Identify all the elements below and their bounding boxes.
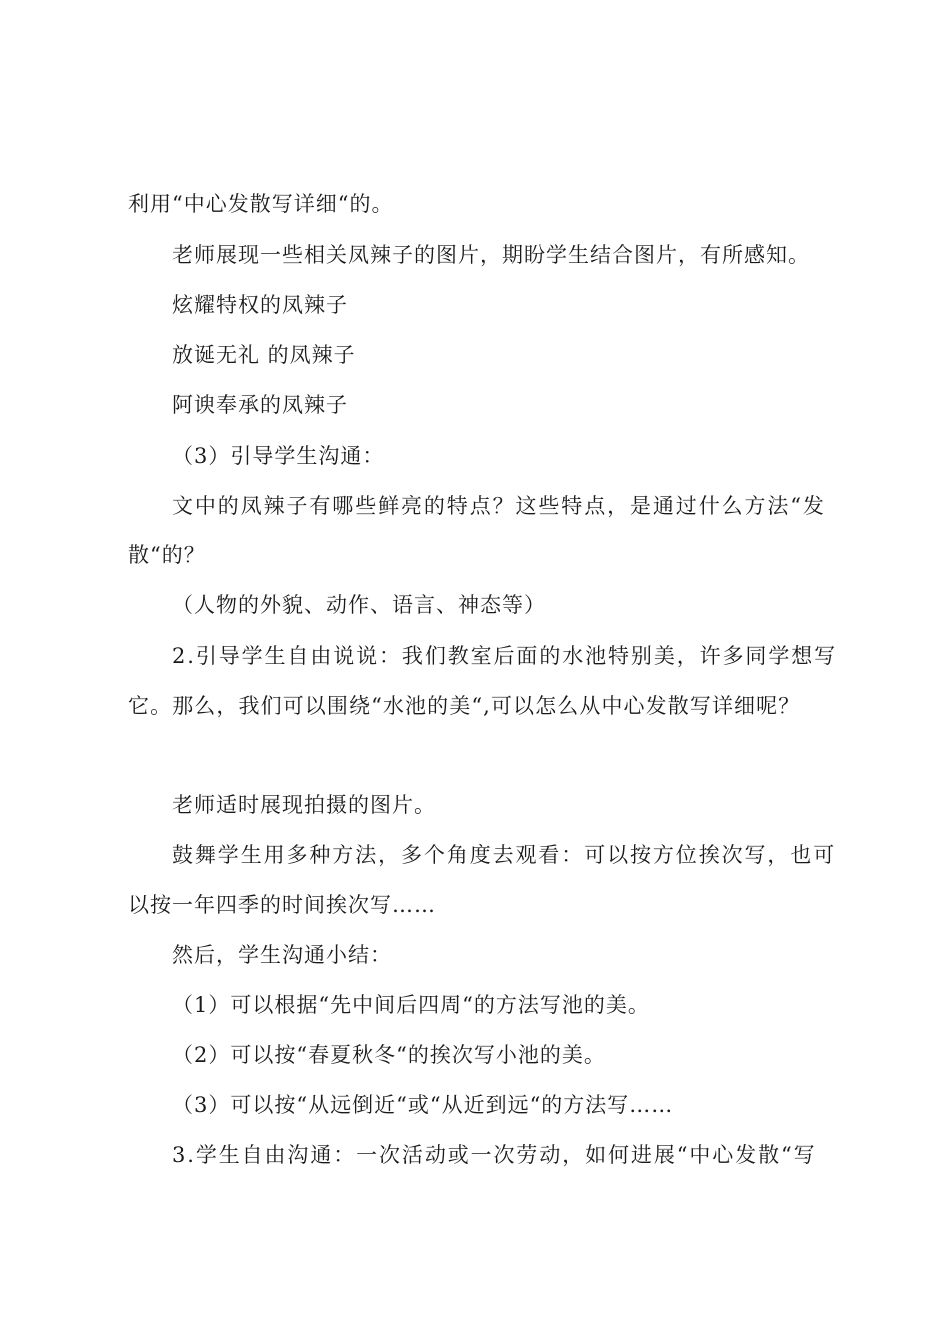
text-line-16: （1）可以根据“先中间后四周“的方法写池的美。: [172, 993, 650, 1017]
text-line-10: 2.引导学生自由说说：我们教室后面的水池特别美，许多同学想写: [172, 644, 838, 668]
text-line-15: 然后，学生沟通小结：: [172, 943, 392, 967]
text-line-3: 炫耀特权的凤辣子: [172, 293, 348, 317]
text-line-5: 阿谀奉承的凤辣子: [172, 393, 348, 417]
text-line-14: 以按一年四季的时间挨次写……: [128, 893, 436, 917]
text-line-4: 放诞无礼 的凤辣子: [172, 343, 356, 367]
text-line-2: 老师展现一些相关凤辣子的图片，期盼学生结合图片，有所感知。: [172, 243, 810, 267]
text-line-18: （3）可以按“从远倒近“或“从近到远“的方法写……: [172, 1093, 674, 1117]
text-line-13: 鼓舞学生用多种方法，多个角度去观看：可以按方位挨次写，也可: [172, 843, 837, 867]
text-line-7: 文中的凤辣子有哪些鲜亮的特点？这些特点，是通过什么方法“发: [172, 494, 826, 518]
text-line-8: 散“的？: [128, 543, 206, 567]
text-line-6: （3）引导学生沟通：: [172, 444, 385, 468]
text-line-19: 3.学生自由沟通：一次活动或一次劳动，如何进展“中心发散“写: [172, 1143, 817, 1167]
text-line-17: （2）可以按“春夏秋冬“的挨次写小池的美。: [172, 1043, 606, 1067]
text-line-9: （人物的外貌、动作、语言、神态等）: [172, 593, 546, 617]
text-line-12: 老师适时展现拍摄的图片。: [172, 793, 436, 817]
text-line-11: 它。那么，我们可以围绕“水池的美“,可以怎么从中心发散写详细呢？: [128, 694, 801, 718]
text-line-1: 利用“中心发散写详细“的。: [128, 192, 394, 216]
